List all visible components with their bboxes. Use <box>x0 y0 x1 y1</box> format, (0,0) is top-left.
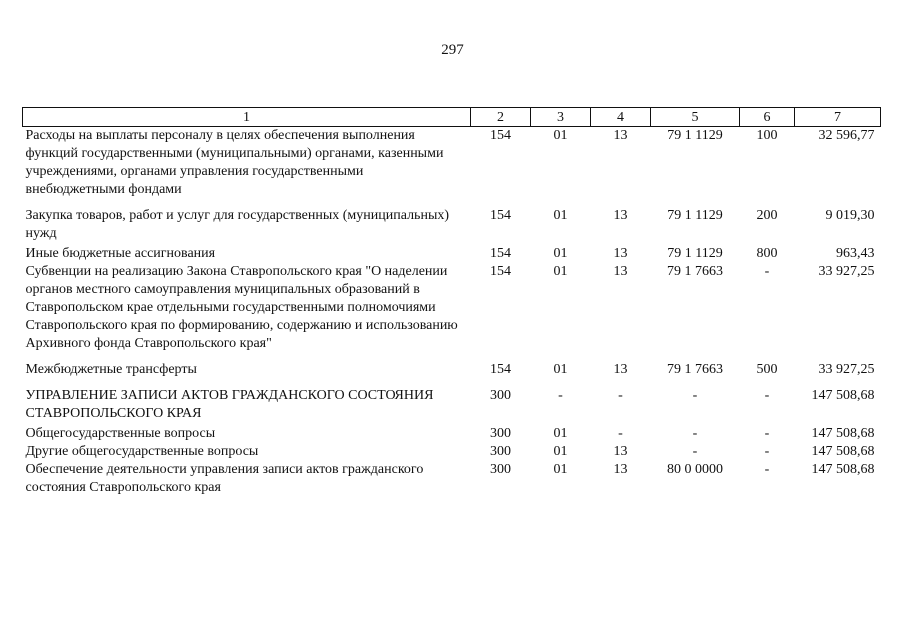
cell-col-6: - <box>764 264 770 279</box>
cell-col-4: 13 <box>613 362 628 377</box>
cell-col-4: 13 <box>613 128 628 143</box>
cell-col-4: 13 <box>613 444 628 459</box>
cell-col-4: 13 <box>613 208 628 223</box>
cell-col-3: 01 <box>553 128 568 143</box>
table-row <box>23 379 881 423</box>
cell-col-2: 154 <box>490 264 511 279</box>
cell-col-7: 147 508,68 <box>811 388 875 403</box>
cell-col-7: 33 927,25 <box>818 362 875 377</box>
cell-col-6: - <box>764 444 770 459</box>
table-row <box>23 263 881 353</box>
cell-col-4: 13 <box>613 264 628 279</box>
row-name: Общегосударственные вопросы <box>25 426 216 441</box>
cell-col-6: 100 <box>756 128 778 143</box>
cell-col-2: 154 <box>490 246 511 261</box>
header-row <box>23 108 881 127</box>
cell-col-5: 79 1 7663 <box>667 264 723 279</box>
cell-col-6: 200 <box>756 208 778 223</box>
cell-col-5: - <box>692 388 698 403</box>
cell-col-3: 01 <box>553 462 568 477</box>
cell-col-3: 01 <box>553 362 568 377</box>
row-name: Расходы на выплаты персоналу в целях обеспечения выполнения функций государственными (муниципальными) органами, казенными учреждениями, органами управления государственными внебюджетными фондами <box>25 128 444 197</box>
table-row <box>23 243 881 263</box>
column-header-6: 6 <box>740 108 795 127</box>
cell-col-4: - <box>618 388 623 403</box>
cell-col-7: 9 019,30 <box>825 208 875 223</box>
cell-col-6: - <box>764 388 770 403</box>
cell-col-3: 01 <box>553 444 568 459</box>
table-row <box>23 443 881 461</box>
cell-col-2: 154 <box>490 362 511 377</box>
row-name: Межбюджетные трансферты <box>25 362 197 377</box>
column-header-7: 7 <box>795 108 881 127</box>
cell-col-7: 33 927,25 <box>818 264 875 279</box>
cell-col-2: 300 <box>490 444 511 459</box>
cell-col-6: - <box>764 462 770 477</box>
cell-col-5: 79 1 7663 <box>667 362 723 377</box>
table-row <box>23 353 881 379</box>
cell-col-4: - <box>618 426 623 441</box>
cell-col-4: 13 <box>613 462 628 477</box>
table-row <box>23 199 881 243</box>
cell-col-3: - <box>558 388 563 403</box>
cell-col-2: 154 <box>490 208 511 223</box>
table-row <box>23 423 881 443</box>
cell-col-7: 147 508,68 <box>811 426 875 441</box>
cell-col-3: 01 <box>553 208 568 223</box>
cell-col-7: 147 508,68 <box>811 444 875 459</box>
cell-col-3: 01 <box>553 246 568 261</box>
cell-col-4: 13 <box>613 246 628 261</box>
cell-col-5: - <box>692 444 698 459</box>
cell-col-5: - <box>692 426 698 441</box>
cell-col-5: 80 0 0000 <box>667 462 723 477</box>
row-name: УПРАВЛЕНИЕ ЗАПИСИ АКТОВ ГРАЖДАНСКОГО СОСТОЯНИЯ СТАВРОПОЛЬСКОГО КРАЯ <box>25 388 434 421</box>
row-name: Обеспечение деятельности управления записи актов гражданского состояния Ставропольского края <box>25 462 424 495</box>
table-row <box>23 461 881 497</box>
cell-col-7: 32 596,77 <box>818 128 875 143</box>
cell-col-6: - <box>764 426 770 441</box>
row-name: Другие общегосударственные вопросы <box>25 444 259 459</box>
row-name: Иные бюджетные ассигнования <box>25 246 216 261</box>
cell-col-2: 300 <box>490 462 511 477</box>
cell-col-3: 01 <box>553 264 568 279</box>
cell-col-6: 800 <box>756 246 778 261</box>
cell-col-7: 147 508,68 <box>811 462 875 477</box>
column-header-4: 4 <box>591 108 651 127</box>
cell-col-5: 79 1 1129 <box>667 208 723 223</box>
cell-col-2: 154 <box>490 128 511 143</box>
page-number: 297 <box>441 42 464 58</box>
cell-col-6: 500 <box>756 362 778 377</box>
cell-col-5: 79 1 1129 <box>667 128 723 143</box>
cell-col-5: 79 1 1129 <box>667 246 723 261</box>
cell-col-3: 01 <box>553 426 568 441</box>
cell-col-7: 963,43 <box>836 246 875 261</box>
column-header-1: 1 <box>23 108 471 127</box>
table-row <box>23 127 881 200</box>
column-header-5: 5 <box>651 108 740 127</box>
cell-col-2: 300 <box>490 388 511 403</box>
row-name: Субвенции на реализацию Закона Ставропольского края "О наделении органов местного самоуправления муниципальных образований в Ставропольском крае отдельными государственными полномочиями Ставропольского края по формированию, содержанию и использованию Архивного фонда Ставропольского края" <box>25 264 458 351</box>
column-header-2: 2 <box>471 108 531 127</box>
row-name: Закупка товаров, работ и услуг для государственных (муниципальных) нужд <box>25 208 450 241</box>
budget-table <box>22 107 881 497</box>
column-header-3: 3 <box>531 108 591 127</box>
cell-col-2: 300 <box>490 426 511 441</box>
